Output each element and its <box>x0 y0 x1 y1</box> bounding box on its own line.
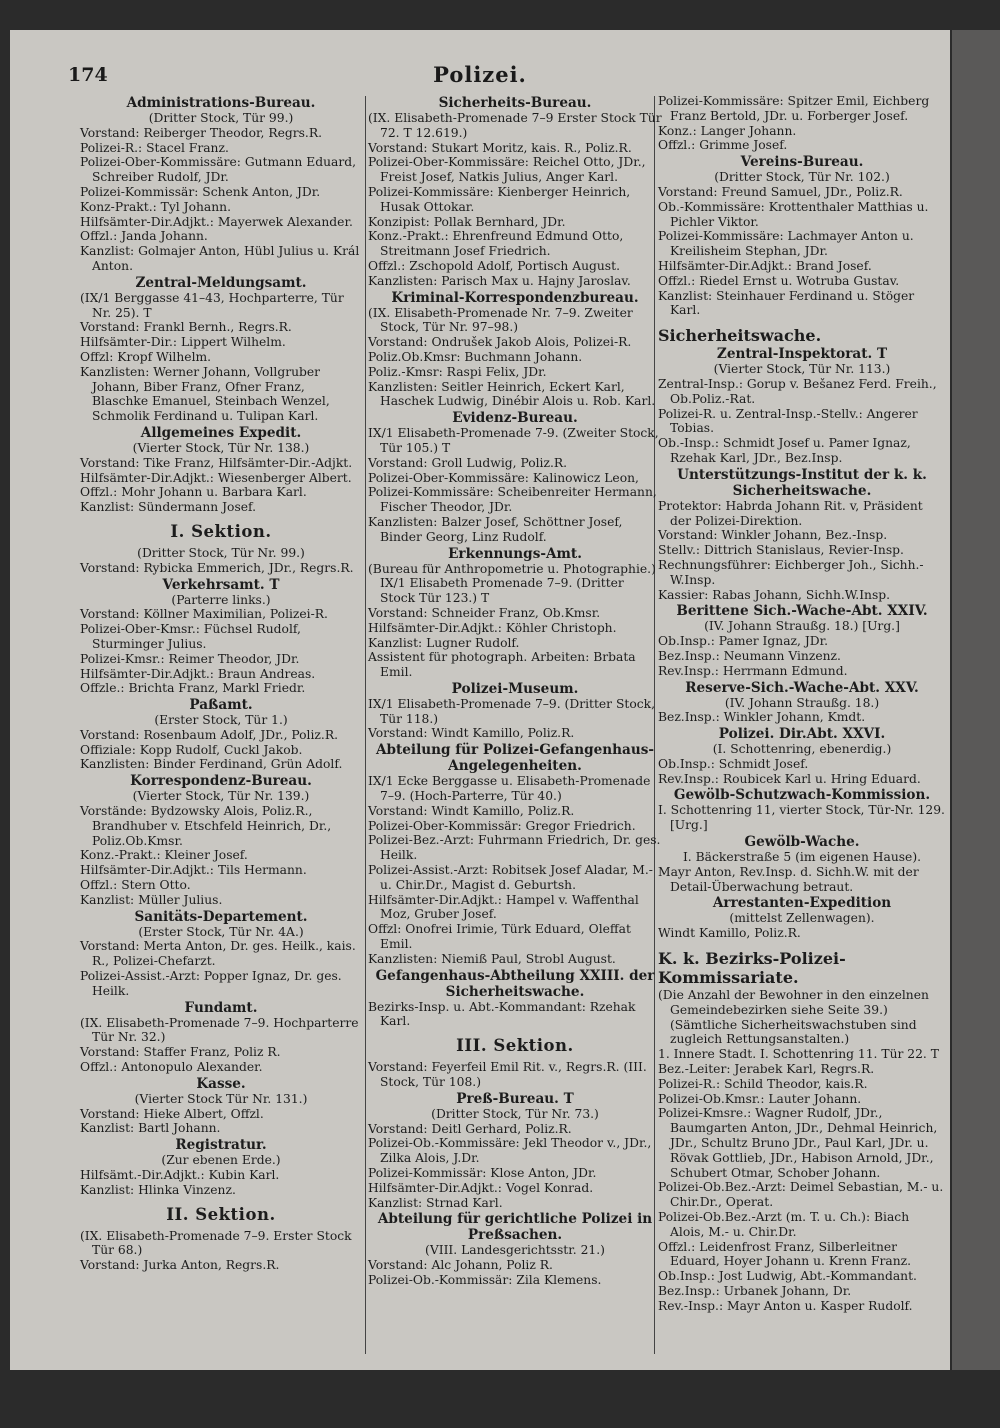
office-heading: Verkehrsamt. T <box>162 576 280 593</box>
entry-line: (IX. Elisabeth-Promenade 7–9. Erster Stock Tür 68.) <box>80 1228 352 1258</box>
address-line: (VIII. Landesgerichtsstr. 21.) <box>425 1243 605 1258</box>
office-heading: Kriminal-Korrespondenzbureau. <box>391 289 639 306</box>
office-heading: Polizei-Museum. <box>451 680 579 697</box>
entry-line: Polizei-Assist.-Arzt: Robitsek Josef Aladar, M.-u. Chir.Dr., Magist d. Geburtsh. <box>368 863 653 892</box>
address-line: (Dritter Stock, Tür Nr. 73.) <box>431 1106 599 1121</box>
entry-line: Vorstand: Alc Johann, Poliz R. <box>368 1258 553 1273</box>
office-heading: Sicherheits-Bureau. <box>438 95 592 111</box>
sektion-heading: III. Sektion. <box>456 1036 574 1056</box>
entry-line: Ob.-Kommissäre: Krottenthaler Matthias u. Pichler Viktor. <box>658 199 929 229</box>
entry-line: Polizei-Kmsre.: Wagner Rudolf, JDr., Baumgarten Anton, JDr., Dehmal Heinrich, JDr., Schultz Bruno JDr., Paul Karl, JDr. u. Rövak Gottlieb, JDr., Habison Arnold, JDr., Schubert Otmar, Schober Johann. <box>658 1106 938 1180</box>
entry-line: Bez.Insp.: Winkler Johann, Kmdt. <box>658 710 866 725</box>
address-line: (Vierter Stock, Tür Nr. 139.) <box>132 789 310 804</box>
entry-line: Stellv.: Dittrich Stanislaus, Revier-Insp. <box>658 543 904 558</box>
office-heading: Paßamt. <box>189 697 253 714</box>
address-line: (Erster Stock, Tür 1.) <box>154 713 288 728</box>
section-heading: Sicherheitswache. <box>658 326 822 346</box>
entry-line: Polizei-Ober-Kommissäre: Gutmann Eduard, Schreiber Rudolf, JDr. <box>80 155 357 185</box>
column-rule <box>365 96 366 1354</box>
address-line: (IV. Johann Straußg. 18.) [Urg.] <box>704 619 900 634</box>
office-heading: Reserve-Sich.-Wache-Abt. XXV. <box>685 679 919 696</box>
entry-line: Kanzlist: Hlinka Vinzenz. <box>80 1182 236 1197</box>
office-heading: Gewölb-Schutzwach-Kommission. <box>673 787 931 804</box>
address-line: (mittelst Zellenwagen). <box>729 911 875 926</box>
office-heading: Fundamt. <box>184 999 258 1016</box>
entry-line: IX/1 Elisabeth-Promenade 7–9. (Dritter Stock, Tür 118.) <box>368 696 655 726</box>
entry-line: Ob.Insp.: Pamer Ignaz, JDr. <box>658 634 829 649</box>
entry-line: Polizei-Ober-Kommissäre: Reichel Otto, JDr., Freist Josef, Natkis Julius, Anger Karl. <box>368 155 646 185</box>
office-heading: Abteilung für Polizei-Gefangenhaus-Angelegenheiten. <box>375 742 655 775</box>
entry-line: Ob.Insp.: Schmidt Josef. <box>658 756 809 771</box>
entry-line: Kanzlisten: Binder Ferdinand, Grün Adolf. <box>80 757 343 772</box>
address-line: (Erster Stock, Tür Nr. 4A.) <box>138 924 304 939</box>
entry-line: Kanzlisten: Balzer Josef, Schöttner Josef, Binder Georg, Linz Rudolf. <box>368 514 623 544</box>
entry-line: Vorstand: Frankl Bernh., Regrs.R. <box>80 320 292 335</box>
entry-line: Polizei-Ober-Kommissäre: Kalinowicz Leon, <box>368 470 639 485</box>
entry-line: Polizei-R.: Stacel Franz. <box>80 140 229 155</box>
entry-line: Polizei-Kommissäre: Scheibenreiter Hermann, Fischer Theodor, JDr. <box>368 485 657 515</box>
entry-line: Hilfsämter-Dir.Adjkt.: Braun Andreas. <box>80 666 316 681</box>
address-line: (Dritter Stock, Tür Nr. 99.) <box>137 545 305 560</box>
column-left <box>80 94 362 1273</box>
entry-line: Offzl.: Mohr Johann u. Barbara Karl. <box>80 485 307 500</box>
entry-line: Hilfsämter-Dir.Adjkt.: Tils Hermann. <box>80 863 307 878</box>
entry-line: Hilfsämter-Dir.Adjkt.: Brand Josef. <box>658 258 872 273</box>
entry-line: Kanzlisten: Seitler Heinrich, Eckert Karl, Haschek Ludwig, Dinébir Alois u. Rob. Karl. <box>368 379 656 409</box>
entry-line: Bez.-Leiter: Jerabek Karl, Regrs.R. <box>658 1062 875 1077</box>
entry-line: Vorstand: Freund Samuel, JDr., Poliz.R. <box>658 184 903 199</box>
entry-line: (IX. Elisabeth-Promenade 7–9. Hochparterre Tür Nr. 32.) <box>80 1015 359 1045</box>
entry-line: Offzl.: Janda Johann. <box>80 229 208 244</box>
address-line: (I. Schottenring, ebenerdig.) <box>712 742 892 757</box>
running-title: Polizei. <box>433 62 527 87</box>
entry-line: Poliz.-Kmsr: Raspi Felix, JDr. <box>368 364 547 379</box>
entry-line: I. Schottenring 11, vierter Stock, Tür-Nr. 129. [Urg.] <box>658 803 945 833</box>
section-heading: K. k. Bezirks-Polizei-Kommissariate. <box>658 949 846 988</box>
address-line: (Parterre links.) <box>171 592 271 607</box>
entry-line: Vorstand: Schneider Franz, Ob.Kmsr. <box>368 605 601 620</box>
entry-line: Offiziale: Kopp Rudolf, Cuckl Jakob. <box>80 742 303 757</box>
entry-line: Kanzlist: Lugner Rudolf. <box>368 635 520 650</box>
office-heading: Abteilung für gerichtliche Polizei in Preßsachen. <box>377 1211 653 1244</box>
office-heading: Administrations-Bureau. <box>126 95 316 111</box>
entry-line: Vorstände: Bydzowsky Alois, Poliz.R., Brandhuber v. Etschfeld Heinrich, Dr., Poliz.Ob.Kmsr. <box>80 804 332 848</box>
entry-line: Polizei-Kommissäre: Lachmayer Anton u. Kreilisheim Stephan, JDr. <box>658 229 914 259</box>
entry-line: Polizei-Bez.-Arzt: Fuhrmann Friedrich, Dr. ges. Heilk. <box>368 833 661 863</box>
entry-line: Hilfsämter-Dir.Adjkt.: Wiesenberger Albert. <box>80 470 352 485</box>
entry-line: Polizei-Kommissär: Klose Anton, JDr. <box>368 1166 597 1181</box>
address-line: (Vierter Stock, Tür Nr. 113.) <box>713 362 891 377</box>
entry-line: Bezirks-Insp. u. Abt.-Kommandant: Rzehak Karl. <box>368 999 636 1029</box>
entry-line: Vorstand: Rybicka Emmerich, JDr., Regrs.R. <box>80 560 354 575</box>
sektion-heading: I. Sektion. <box>170 521 272 541</box>
entry-line: Kassier: Rabas Johann, Sichh.W.Insp. <box>658 587 891 602</box>
entry-line: Polizei-Assist.-Arzt: Popper Ignaz, Dr. ges. Heilk. <box>80 969 342 998</box>
entry-line: Vorstand: Windt Kamillo, Poliz.R. <box>368 726 575 741</box>
office-heading: Evidenz-Bureau. <box>452 410 578 427</box>
entry-line: Polizei-Ob.Bez.-Arzt (m. T. u. Ch.): Biach Alois, M.- u. Chir.Dr. <box>658 1210 910 1239</box>
entry-line: Zentral-Insp.: Gorup v. Bešanez Ferd. Freih., Ob.Poliz.-Rat. <box>658 376 937 406</box>
entry-line: Ob.Insp.: Jost Ludwig, Abt.-Kommandant. <box>658 1269 917 1284</box>
entry-line: Mayr Anton, Rev.Insp. d. Sichh.W. mit der Detail-Überwachung betraut. <box>658 864 919 894</box>
entry-line: Vorstand: Hieke Albert, Offzl. <box>80 1106 264 1121</box>
entry-line: (IX/1 Berggasse 41–43, Hochparterre, Tür Nr. 25). T <box>80 290 344 320</box>
entry-line: Kanzlist: Strnad Karl. <box>368 1195 503 1210</box>
office-heading: Unterstützungs-Institut der k. k. Sicherheitswache. <box>677 466 927 499</box>
entry-line: Polizei-Kommissäre: Kienberger Heinrich, Husak Ottokar. <box>368 184 631 214</box>
entry-line: Polizei-Kommissär: Schenk Anton, JDr. <box>80 184 321 199</box>
entry-line: Vorstand: Stukart Moritz, kais. R., Poliz.R. <box>368 140 632 155</box>
address-line: (Dritter Stock, Tür 99.) <box>148 111 294 125</box>
entry-line: Vorstand: Köllner Maximilian, Polizei-R. <box>80 607 328 622</box>
entry-line: Rev.Insp.: Herrmann Edmund. <box>658 663 848 678</box>
office-heading: Gewölb-Wache. <box>744 834 860 851</box>
entry-line: Bez.Insp.: Neumann Vinzenz. <box>658 648 841 663</box>
entry-line: Polizei-R.: Schild Theodor, kais.R. <box>658 1076 868 1091</box>
entry-line: Offzl.: Stern Otto. <box>80 878 191 893</box>
entry-line: Vorstand: Groll Ludwig, Poliz.R. <box>368 455 568 470</box>
entry-line: Hilfsämter-Dir.: Lippert Wilhelm. <box>80 335 286 350</box>
entry-line: IX/1 Ecke Berggasse u. Elisabeth-Promenade 7–9. (Hoch-Parterre, Tür 40.) <box>368 774 651 804</box>
entry-line: Polizei-Ob.-Kommissär: Zila Klemens. <box>368 1273 602 1287</box>
address-line: (IV. Johann Straußg. 18.) <box>724 695 880 710</box>
entry-line: Polizei-Ob.Kmsr.: Lauter Johann. <box>658 1091 862 1106</box>
entry-line: Polizei-Ober-Kmsr.: Füchsel Rudolf, Sturminger Julius. <box>80 622 301 651</box>
office-heading: Zentral-Meldungsamt. <box>135 274 307 291</box>
sektion-heading: II. Sektion. <box>166 1204 276 1224</box>
entry-line: Polizei-Kmsr.: Reimer Theodor, JDr. <box>80 651 300 666</box>
address-line: (Dritter Stock, Tür Nr. 102.) <box>714 170 890 185</box>
entry-line: Konzipist: Pollak Bernhard, JDr. <box>368 214 566 229</box>
entry-line: Rechnungsführer: Eichberger Joh., Sichh.-W.Insp. <box>658 557 924 587</box>
office-heading: Arrestanten-Expedition <box>712 895 892 912</box>
office-heading: Polizei. Dir.Abt. XXVI. <box>718 726 886 743</box>
entry-line: Hilfsämter-Dir.Adjkt.: Hampel v. Waffenthal Moz, Gruber Josef. <box>368 892 639 922</box>
entry-line: Vorstand: Reiberger Theodor, Regrs.R. <box>80 125 322 140</box>
office-heading: Preß-Bureau. T <box>456 1090 574 1107</box>
page-number: 174 <box>68 64 108 86</box>
entry-line: Offzl.: Zschopold Adolf, Portisch August. <box>368 258 620 273</box>
office-heading: Erkennungs-Amt. <box>448 545 582 562</box>
entry-line: (Bureau für Anthropometrie u. Photographie.) IX/1 Elisabeth Promenade 7–9. (Dritter Stock Tür 123.) T <box>368 561 656 606</box>
entry-line: Konz.: Langer Johann. <box>658 123 797 138</box>
entry-line: (IX. Elisabeth-Promenade Nr. 7–9. Zweiter Stock, Tür Nr. 97–98.) <box>368 305 633 335</box>
entry-line: Vorstand: Ondrušek Jakob Alois, Polizei-R. <box>368 335 632 350</box>
page-header <box>10 60 950 90</box>
entry-line: Kanzlisten: Niemiß Paul, Strobl August. <box>368 951 616 966</box>
office-heading: Zentral-Inspektorat. T <box>716 346 888 363</box>
entry-line: Kanzlist: Golmajer Anton, Hübl Julius u. Král Anton. <box>80 244 360 273</box>
entry-line: Hilfsämt.-Dir.Adjkt.: Kubin Karl. <box>80 1168 280 1183</box>
office-heading: Allgemeines Expedit. <box>140 424 302 441</box>
entry-line: Hilfsämter-Dir.Adjkt.: Köhler Christoph. <box>368 620 617 635</box>
entry-line: 1. Innere Stadt. I. Schottenring 11. Tür 22. T <box>658 1047 939 1062</box>
entry-line: Offzl.: Antonopulo Alexander. <box>80 1060 263 1075</box>
entry-line: Offzl.: Grimme Josef. <box>658 138 788 153</box>
entry-line: Offzl.: Riedel Ernst u. Wotruba Gustav. <box>658 273 900 288</box>
entry-line: Offzl: Kropf Wilhelm. <box>80 349 212 364</box>
entry-line: Polizei-R. u. Zentral-Insp.-Stellv.: Angerer Tobias. <box>658 406 918 436</box>
entry-line: Offzle.: Brichta Franz, Markl Friedr. <box>80 681 306 696</box>
entry-line: Vorstand: Feyerfeil Emil Rit. v., Regrs.R. (III. Stock, Tür 108.) <box>368 1060 647 1090</box>
entry-line: Windt Kamillo, Poliz.R. <box>658 926 801 941</box>
entry-line: Vorstand: Windt Kamillo, Poliz.R. <box>368 803 575 818</box>
address-line: I. Bäckerstraße 5 (im eigenen Hause). <box>682 850 922 865</box>
entry-line: Vorstand: Merta Anton, Dr. ges. Heilk., kais. R., Polizei-Chefarzt. <box>80 939 356 969</box>
entry-line: Konz.-Prakt.: Ehrenfreund Edmund Otto, Streitmann Josef Friedrich. <box>368 229 624 259</box>
office-heading: Korrespondenz-Bureau. <box>130 773 312 790</box>
column-middle <box>368 94 662 1288</box>
entry-line: Kanzlist: Bartl Johann. <box>80 1121 221 1136</box>
page-edge <box>952 30 1000 1370</box>
entry-line: Polizei-Ob.-Kommissäre: Jekl Theodor v., JDr., Zilka Alois, J.Dr. <box>368 1136 652 1166</box>
address-line: (Zur ebenen Erde.) <box>161 1153 281 1168</box>
entry-line: Hilfsämter-Dir.Adjkt.: Vogel Konrad. <box>368 1180 594 1195</box>
entry-line: Konz-Prakt.: Tyl Johann. <box>80 199 231 214</box>
entry-line: Kanzlist: Steinhauer Ferdinand u. Stöger Karl. <box>658 288 915 318</box>
entry-line: Hilfsämter-Dir.Adjkt.: Mayerwek Alexander. <box>80 214 353 229</box>
office-heading: Vereins-Bureau. <box>740 154 864 171</box>
entry-line: (IX. Elisabeth-Promenade 7–9 Erster Stock Tür 72. T 12.619.) <box>368 111 662 140</box>
entry-line: Ob.-Insp.: Schmidt Josef u. Pamer Ignaz, Rzehak Karl, JDr., Bez.Insp. <box>658 436 911 465</box>
address-line: (Vierter Stock, Tür Nr. 138.) <box>132 440 310 455</box>
entry-line: Poliz.Ob.Kmsr: Buchmann Johann. <box>368 349 583 364</box>
entry-line: Vorstand: Deitl Gerhard, Poliz.R. <box>368 1121 572 1136</box>
entry-line: Kanzlisten: Parisch Max u. Hajny Jaroslav. <box>368 273 631 288</box>
entry-line: Vorstand: Winkler Johann, Bez.-Insp. <box>658 528 888 543</box>
entry-line: Vorstand: Staffer Franz, Poliz R. <box>80 1045 281 1060</box>
entry-line: Assistent für photograph. Arbeiten: Brbata Emil. <box>368 650 636 680</box>
address-line: (Vierter Stock Tür Nr. 131.) <box>134 1091 308 1106</box>
entry-line: (Die Anzahl der Bewohner in den einzelnen Gemeindebezirken siehe Seite 39.) (Sämtliche Sicherheitswachstuben sind zugleich Rettungsanstalten.) <box>658 988 929 1047</box>
office-heading: Gefangenhaus-Abtheilung XXIII. der Sicherheitswache. <box>375 967 655 1000</box>
entry-line: Polizei-Ober-Kommissär: Gregor Friedrich. <box>368 818 636 833</box>
office-heading: Kasse. <box>196 1075 246 1092</box>
entry-line: Vorstand: Tike Franz, Hilfsämter-Dir.-Adjkt. <box>80 455 353 470</box>
entry-line: Polizei-Kommissäre: Spitzer Emil, Eichberg Franz Bertold, JDr. u. Forberger Josef. <box>658 94 930 123</box>
office-heading: Sanitäts-Departement. <box>134 908 308 925</box>
entry-line: Kanzlisten: Werner Johann, Vollgruber Johann, Biber Franz, Ofner Franz, Blaschke Emanuel, Steinbach Wenzel, Schmolik Ferdinand u. Tulipan Karl. <box>80 364 330 424</box>
entry-line: Vorstand: Rosenbaum Adolf, JDr., Poliz.R. <box>80 727 338 742</box>
entry-line: Protektor: Habrda Johann Rit. v, Präsident der Polizei-Direktion. <box>658 498 923 528</box>
column-right <box>658 94 946 1314</box>
office-heading: Registratur. <box>175 1137 267 1154</box>
entry-line: Vorstand: Jurka Anton, Regrs.R. <box>80 1258 280 1273</box>
entry-line: Offzl.: Leidenfrost Franz, Silberleitner Eduard, Hoyer Johann u. Krenn Franz. <box>658 1239 912 1269</box>
entry-line: Kanzlist: Sündermann Josef. <box>80 500 257 515</box>
entry-line: Bez.Insp.: Urbanek Johann, Dr. <box>658 1284 852 1298</box>
entry-line: IX/1 Elisabeth-Promenade 7-9. (Zweiter Stock, Tür 105.) T <box>368 426 659 455</box>
book-page <box>10 30 950 1370</box>
entry-line: Polizei-Ob.Bez.-Arzt: Deimel Sebastian, M.- u. Chir.Dr., Operat. <box>658 1180 944 1210</box>
entry-line: Rev.-Insp.: Mayr Anton u. Kasper Rudolf. <box>658 1298 913 1313</box>
office-heading: Berittene Sich.-Wache-Abt. XXIV. <box>676 603 928 620</box>
entry-line: Kanzlist: Müller Julius. <box>80 892 223 907</box>
entry-line: Offzl: Onofrei Irimie, Türk Eduard, Oleffat Emil. <box>368 922 631 952</box>
entry-line: Konz.-Prakt.: Kleiner Josef. <box>80 848 248 863</box>
entry-line: Rev.Insp.: Roubicek Karl u. Hring Eduard. <box>658 771 921 786</box>
